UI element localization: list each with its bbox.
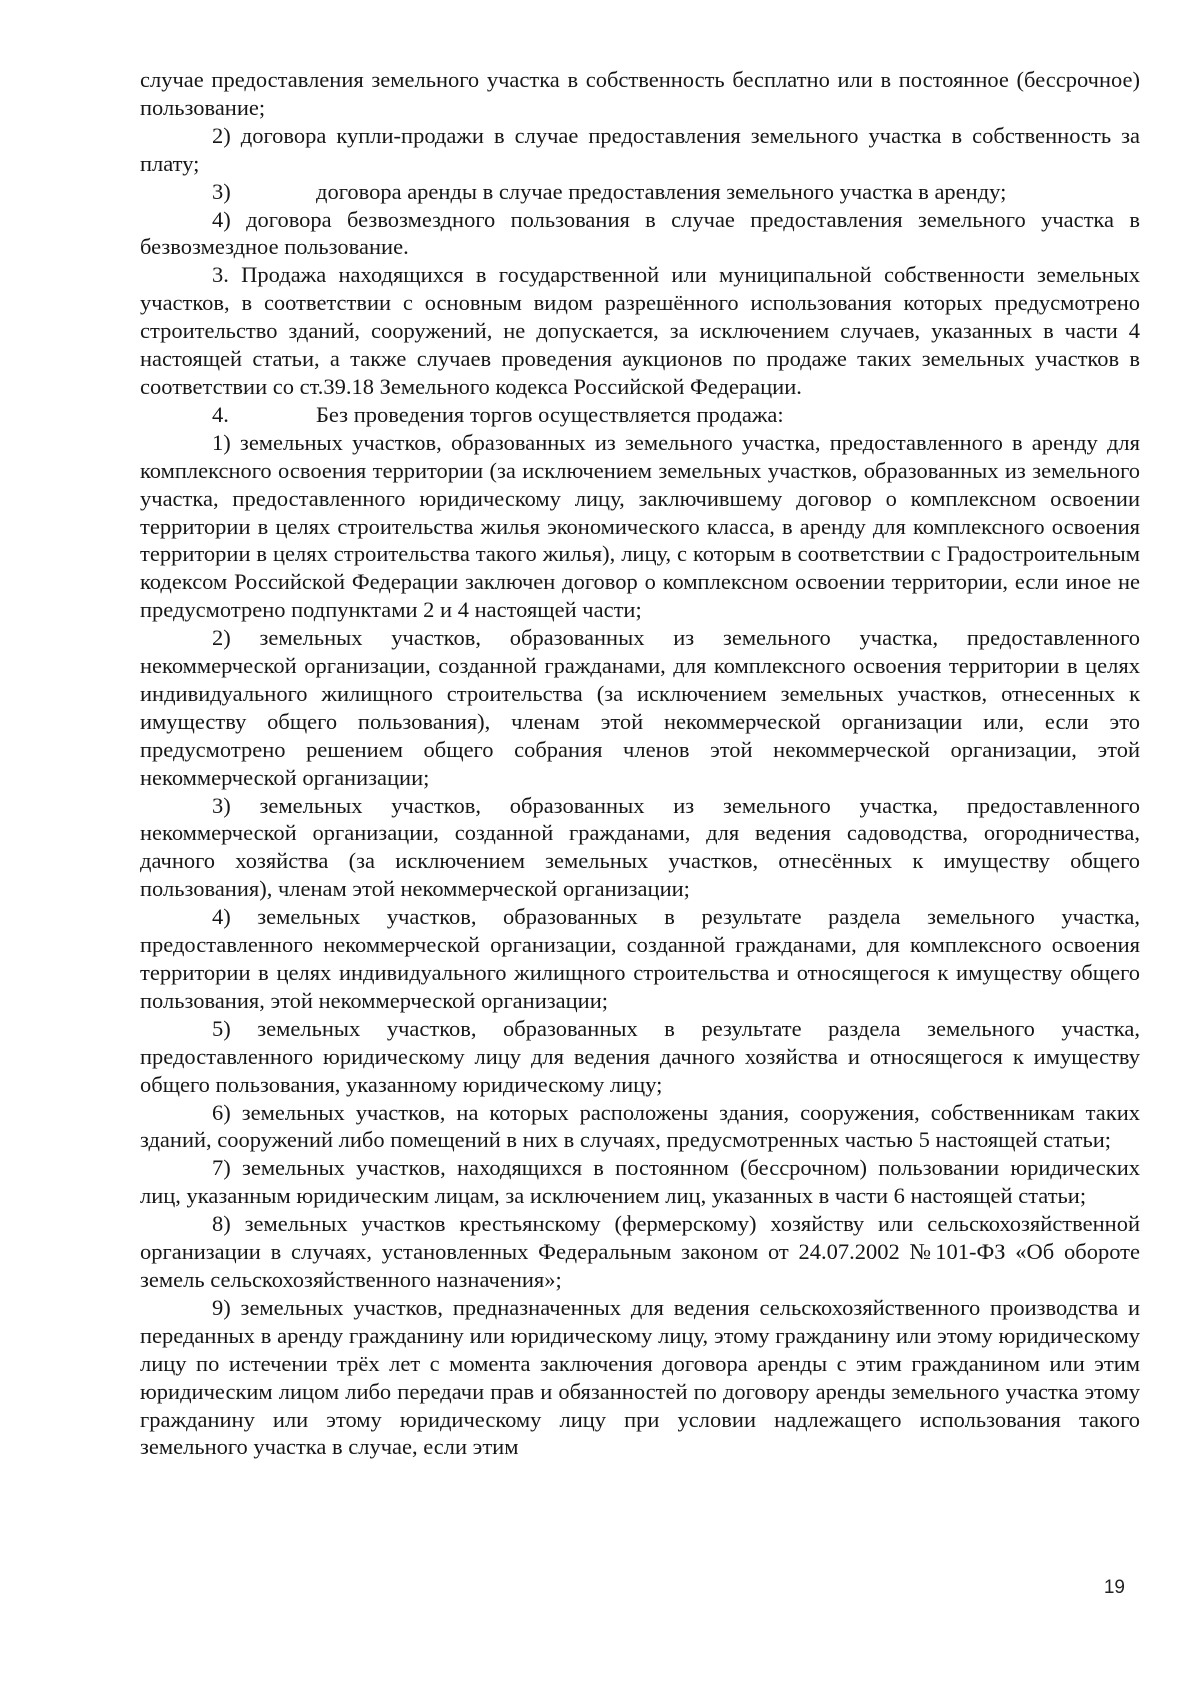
- paragraph-continuation: случае предоставления земельного участка в собственность бесплатно или в постоянное (бессрочное) пользование;: [140, 67, 1140, 120]
- list-item-8: 8) земельных участков крестьянскому (фермерскому) хозяйству или сельскохозяйственной организации в случаях, установленных Федеральным законом от 24.07.2002 №101-ФЗ «Об обороте земель сельскохозяйственного назначения»;: [140, 1211, 1140, 1292]
- paragraph-part-4: [140, 401, 1140, 429]
- list-item-6: 6) земельных участков, на которых расположены здания, сооружения, собственникам таких зданий, сооружений либо помещений в них в случаях, предусмотренных частью 5 настоящей статьи;: [140, 1099, 1140, 1153]
- document-page: [140, 66, 1140, 1461]
- list-item-2: 2) земельных участков, образованных из земельного участка, предоставленного некоммерческой организации, созданной гражданами, для комплексного освоения территории в целях индивидуального жилищного строительства (за исключением земельных участков, отнесенных к имуществу общего пользования), членам этой некоммерческой организации или, если это предусмотрено решением общего собрания членов этой некоммерческой организации, этой некоммерческой организации;: [140, 625, 1140, 790]
- paragraph-part-3: 3. Продажа находящихся в государственной или муниципальной собственности земельных участков, в соответствии с основным видом разрешённого использования которых предусмотрено строительство зданий, сооружений, не допускается, за исключением случаев, указанных в части 4 настоящей статьи, а также случаев проведения аукционов по продаже таких земельных участков в соответствии со ст.39.18 Земельного кодекса Российской Федерации.: [140, 262, 1140, 399]
- paragraph-text: Без проведения торгов осуществляется продажа:: [316, 401, 784, 427]
- paragraph-contract-lease: [140, 178, 1140, 206]
- paragraph-contract-free-use: 4) договора безвозмездного пользования в случае предоставления земельного участка в безвозмездное пользование.: [140, 206, 1140, 260]
- list-item-1: 1) земельных участков, образованных из земельного участка, предоставленного в аренду для комплексного освоения территории (за исключением земельных участков, образованных из земельного участка, предоставленного юридическому лицу, заключившему договор о комплексном освоении территории в целях строительства жилья экономического класса, в аренду для комплексного освоения территории в целях строительства такого жилья), лицу, с которым в соответствии с Градостроительным кодексом Российской Федерации заключен договор о комплексном освоении территории, если иное не предусмотрено подпунктами 2 и 4 настоящей части;: [140, 429, 1140, 623]
- paragraph-text: договора аренды в случае предоставления земельного участка в аренду;: [316, 178, 1007, 204]
- list-item-3: 3) земельных участков, образованных из земельного участка, предоставленного некоммерческой организации, созданной гражданами, для ведения садоводства, огородничества, дачного хозяйства (за исключением земельных участков, отнесённых к имуществу общего пользования), членам этой некоммерческой организации;: [140, 792, 1140, 902]
- list-item-9: 9) земельных участков, предназначенных для ведения сельскохозяйственного производства и переданных в аренду гражданину или юридическому лицу, этому гражданину или этому юридическому лицу по истечении трёх лет с момента заключения договора аренды с этим гражданином или этим юридическим лицом либо передачи прав и обязанностей по договору аренды земельного участка этому гражданину или этому юридическому лицу при условии надлежащего использования такого земельного участка в случае, если этим: [140, 1294, 1140, 1460]
- list-item-5: 5) земельных участков, образованных в результате раздела земельного участка, предоставленного юридическому лицу для ведения дачного хозяйства и относящегося к имуществу общего пользования, указанному юридическому лицу;: [140, 1015, 1140, 1097]
- paragraph-number: 3): [212, 178, 231, 204]
- list-item-4: 4) земельных участков, образованных в результате раздела земельного участка, предоставленного некоммерческой организации, созданной гражданами, для комплексного освоения территории в целях индивидуального жилищного строительства и относящегося к имуществу общего пользования, этой некоммерческой организации;: [140, 904, 1140, 1013]
- paragraph-contract-sale: 2) договора купли-продажи в случае предоставления земельного участка в собственность за плату;: [140, 122, 1140, 176]
- list-item-7: 7) земельных участков, находящихся в постоянном (бессрочном) пользовании юридических лиц, указанным юридическим лицам, за исключением лиц, указанных в части 6 настоящей статьи;: [140, 1155, 1140, 1209]
- page-number: 19: [1103, 1577, 1125, 1598]
- paragraph-number: 4.: [212, 401, 229, 427]
